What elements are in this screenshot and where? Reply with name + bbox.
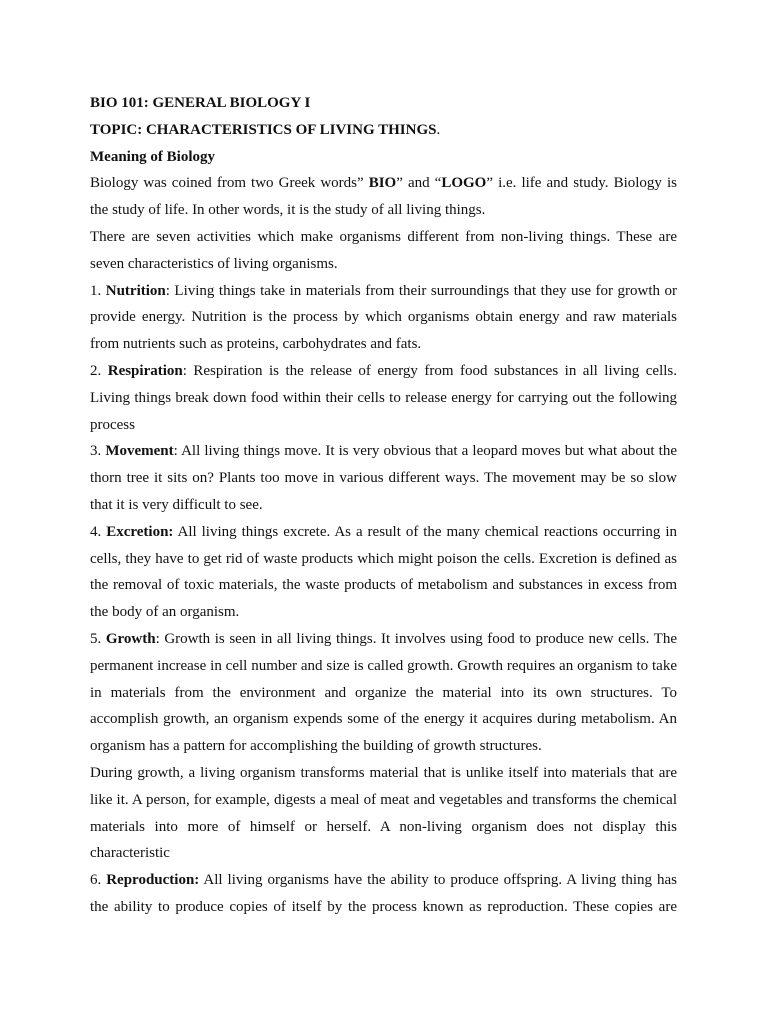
item-reproduction: 6. Reproduction: All living organisms have the ability to produce offspring. A living thing has the ability to produce copies of itself by the process known as reproduction. These copies are [90,872,677,915]
section-heading: Meaning of Biology [90,148,216,165]
growth-extra-paragraph: During growth, a living organism transforms material that is unlike itself into materials that are like it. A person, for example, digests a meal of meat and vegetables and transforms the chemical materials into more of himself or herself. A non-living organism does not display this characteristic [90,764,677,862]
item-nutrition: 1. Nutrition: Living things take in materials from their surroundings that they use for growth or provide energy. Nutrition is the process by which organisms obtain energy and raw materials from nutrients such as proteins, carbohydrates and fats. [90,282,677,353]
document-page [90,90,677,921]
item-excretion: 4. Excretion: All living things excrete. As a result of the many chemical reactions occurring in cells, they have to get rid of waste products which might poison the cells. Excretion is defined as the removal of toxic materials, the waste products of metabolism and substances in excess from the body of an organism. [90,523,678,621]
item-movement: 3. Movement: All living things move. It is very obvious that a leopard moves but what about the thorn tree it sits on? Plants too move in various different ways. The movement may be so slow that it is very difficult to see. [90,443,677,513]
item-growth: 5. Growth: Growth is seen in all living things. It involves using food to produce new cells. The permanent increase in cell number and size is called growth. Growth requires an organism to take in materials from the environment and organize the material into its own structures. To accomplish growth, an organism expends some of the energy it acquires during metabolism. An organism has a pattern for accomplishing the building of growth structures. [90,630,677,755]
intro-paragraph: Biology was coined from two Greek words” BIO” and “LOGO” i.e. life and study. Biology is the study of life. In other words, it is the study of all living things. [90,175,677,219]
topic-title: TOPIC: CHARACTERISTICS OF LIVING THINGS. [90,121,441,138]
item-respiration: 2. Respiration: Respiration is the release of energy from food substances in all living cells. Living things break down food within their cells to release energy for carrying out the following process [90,362,677,433]
course-title: BIO 101: GENERAL BIOLOGY I [90,95,311,111]
seven-characteristics-paragraph: There are seven activities which make organisms different from non-living things. These are seven characteristics of living organisms. [90,228,677,272]
